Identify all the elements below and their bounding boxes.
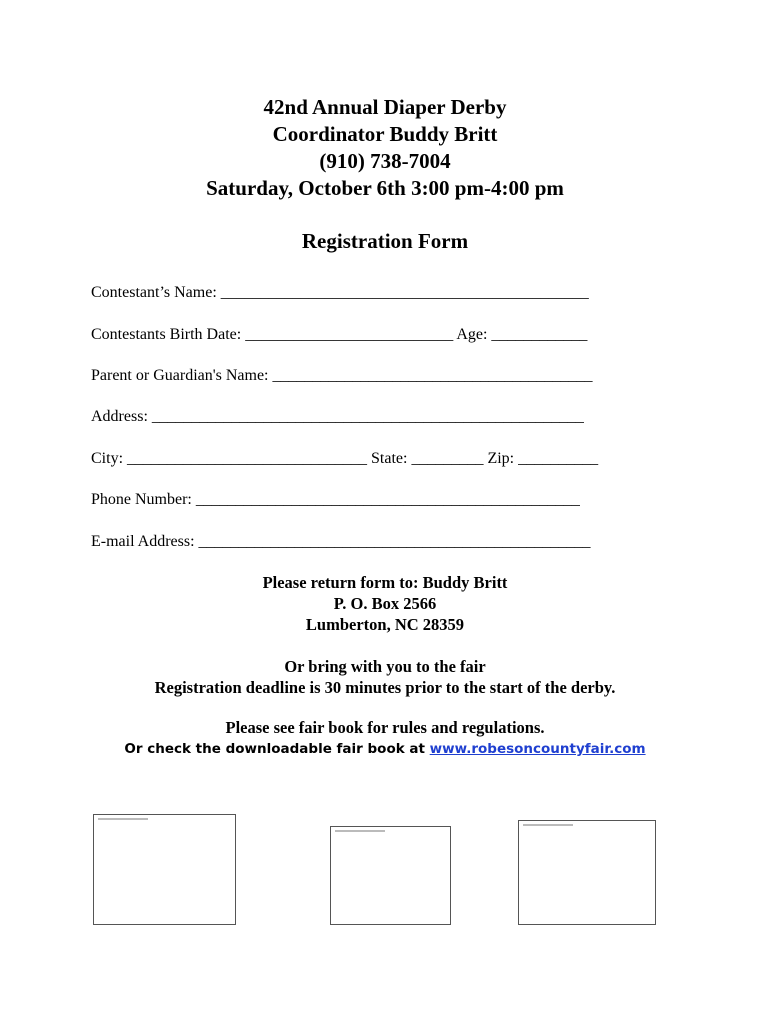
website-link[interactable]: www.robesoncountyfair.com — [429, 741, 646, 757]
thumbnail-text-line — [98, 818, 148, 820]
email-field[interactable]: E-mail Address: _________________________________________________ — [91, 533, 591, 550]
coordinator-phone: (910) 738-7004 — [319, 149, 451, 173]
page-thumbnail-3[interactable] — [518, 820, 656, 925]
fair-book-note — [0, 739, 770, 759]
event-date-time: Saturday, October 6th 3:00 pm-4:00 pm — [206, 176, 564, 200]
po-box-line: P. O. Box 2566 — [333, 594, 437, 613]
bring-info-block — [0, 656, 770, 698]
thumbnail-text-line — [523, 824, 573, 826]
guardian-name-field[interactable]: Parent or Guardian's Name: ________________________________________ — [91, 367, 593, 384]
bring-line: Or bring with you to the fair — [284, 657, 486, 676]
birth-date-age-field[interactable]: Contestants Birth Date: __________________________ Age: ____________ — [91, 326, 588, 343]
form-title: Registration Form — [301, 229, 469, 253]
document-header — [0, 94, 770, 202]
return-address-block — [0, 572, 770, 635]
event-title: 42nd Annual Diaper Derby — [263, 95, 507, 119]
coordinator-name: Coordinator Buddy Britt — [272, 122, 498, 146]
rules-note: Please see fair book for rules and regulations. — [225, 718, 545, 737]
address-field[interactable]: Address: ______________________________________________________ — [91, 408, 584, 425]
city-state-zip-field[interactable]: City: ______________________________ State: _________ Zip: __________ — [91, 450, 599, 467]
return-to-line: Please return form to: Buddy Britt — [262, 573, 508, 592]
contestant-name-field[interactable]: Contestant’s Name: ______________________________________________ — [91, 284, 589, 301]
thumbnail-text-line — [335, 830, 385, 832]
fair-book-text: Or check the downloadable fair book at — [124, 741, 430, 757]
phone-field[interactable]: Phone Number: ________________________________________________ — [91, 491, 580, 508]
page-thumbnail-1[interactable] — [93, 814, 236, 925]
page-thumbnail-2[interactable] — [330, 826, 451, 925]
deadline-line: Registration deadline is 30 minutes prior to the start of the derby. — [154, 678, 616, 697]
city-line: Lumberton, NC 28359 — [305, 615, 465, 634]
